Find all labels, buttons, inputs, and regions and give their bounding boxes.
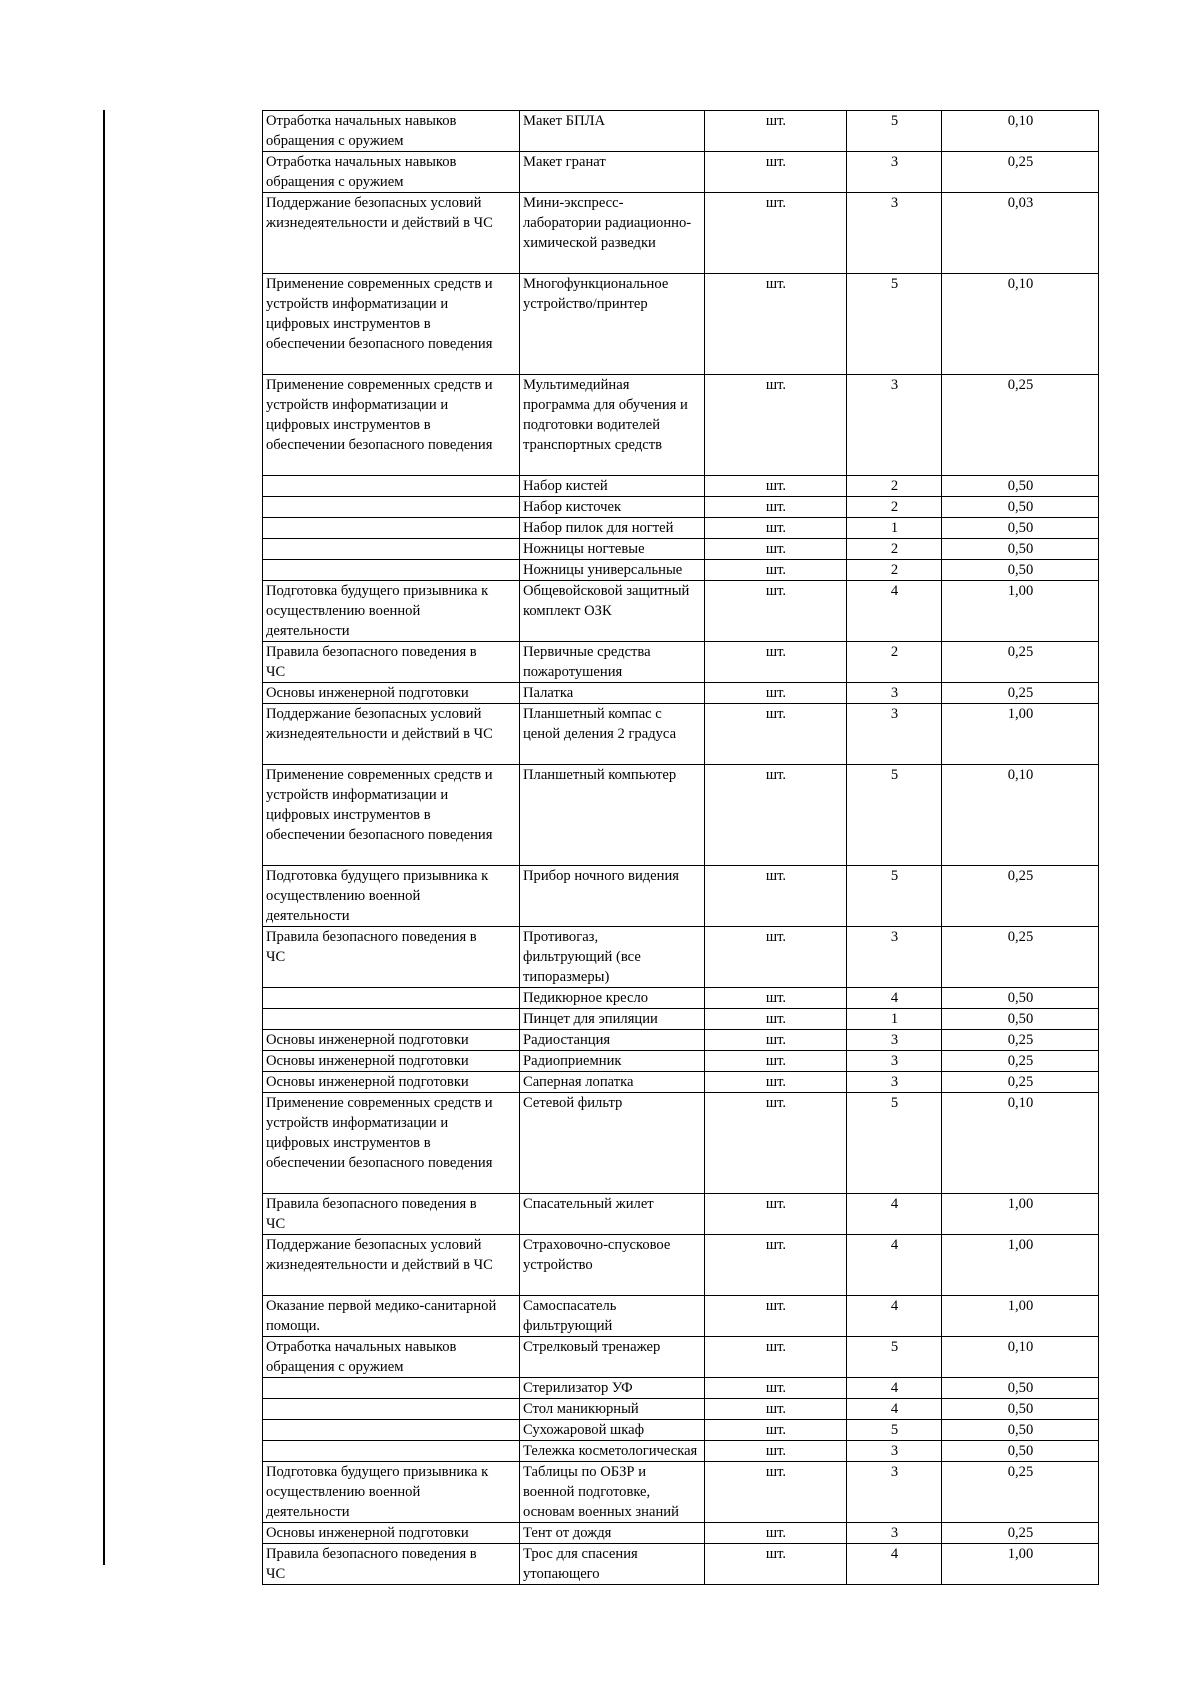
unit-cell: шт. (705, 1523, 847, 1544)
item-cell: Планшетный компас с ценой деления 2 градуса (520, 704, 705, 765)
qty-cell: 4 (847, 1399, 942, 1420)
table-row (263, 1194, 1099, 1235)
table-row (263, 1051, 1099, 1072)
value-cell: 0,25 (942, 1030, 1099, 1051)
topic-cell (263, 1420, 520, 1441)
topic-cell (263, 988, 520, 1009)
unit-cell: шт. (705, 927, 847, 988)
value-cell: 0,25 (942, 642, 1099, 683)
unit-cell: шт. (705, 111, 847, 152)
value-cell: 1,00 (942, 1235, 1099, 1296)
table-row (263, 193, 1099, 274)
item-cell: Мини-экспресс- лаборатории радиационно- химической разведки (520, 193, 705, 274)
unit-cell: шт. (705, 581, 847, 642)
table-row (263, 1009, 1099, 1030)
value-cell: 0,25 (942, 683, 1099, 704)
value-cell: 0,25 (942, 1462, 1099, 1523)
qty-cell: 2 (847, 642, 942, 683)
qty-cell: 3 (847, 1441, 942, 1462)
qty-cell: 4 (847, 1194, 942, 1235)
table-row (263, 683, 1099, 704)
topic-cell (263, 1378, 520, 1399)
table-row (263, 111, 1099, 152)
topic-cell: Применение современных средств и устройств информатизации и цифровых инструментов в обеспечении безопасного поведения (263, 375, 520, 476)
topic-cell (263, 518, 520, 539)
value-cell: 0,10 (942, 765, 1099, 866)
value-cell: 1,00 (942, 1194, 1099, 1235)
value-cell: 0,50 (942, 988, 1099, 1009)
item-cell: Пинцет для эпиляции (520, 1009, 705, 1030)
qty-cell: 5 (847, 1420, 942, 1441)
topic-cell: Поддержание безопасных условий жизнедеятельности и действий в ЧС (263, 1235, 520, 1296)
value-cell: 0,25 (942, 1072, 1099, 1093)
qty-cell: 3 (847, 375, 942, 476)
topic-cell (263, 1399, 520, 1420)
item-cell: Тележка косметологическая (520, 1441, 705, 1462)
table-row (263, 1093, 1099, 1194)
unit-cell: шт. (705, 866, 847, 927)
unit-cell: шт. (705, 152, 847, 193)
qty-cell: 2 (847, 560, 942, 581)
unit-cell: шт. (705, 1030, 847, 1051)
unit-cell: шт. (705, 193, 847, 274)
topic-cell: Подготовка будущего призывника к осуществлению военной деятельности (263, 581, 520, 642)
topic-cell: Правила безопасного поведения в ЧС (263, 642, 520, 683)
value-cell: 1,00 (942, 581, 1099, 642)
value-cell: 0,25 (942, 1051, 1099, 1072)
topic-cell: Правила безопасного поведения в ЧС (263, 1544, 520, 1585)
qty-cell: 3 (847, 1030, 942, 1051)
item-cell: Страховочно-спусковое устройство (520, 1235, 705, 1296)
topic-cell (263, 497, 520, 518)
item-cell: Ножницы универсальные (520, 560, 705, 581)
qty-cell: 5 (847, 111, 942, 152)
unit-cell: шт. (705, 1337, 847, 1378)
value-cell: 0,50 (942, 539, 1099, 560)
unit-cell: шт. (705, 560, 847, 581)
item-cell: Набор кистей (520, 476, 705, 497)
table-row (263, 152, 1099, 193)
unit-cell: шт. (705, 518, 847, 539)
table-row (263, 375, 1099, 476)
topic-cell: Основы инженерной подготовки (263, 1051, 520, 1072)
value-cell: 0,50 (942, 1378, 1099, 1399)
qty-cell: 2 (847, 539, 942, 560)
item-cell: Саперная лопатка (520, 1072, 705, 1093)
value-cell: 0,25 (942, 927, 1099, 988)
table-row (263, 866, 1099, 927)
table-row (263, 1399, 1099, 1420)
unit-cell: шт. (705, 1544, 847, 1585)
table-row (263, 1378, 1099, 1399)
value-cell: 0,50 (942, 518, 1099, 539)
item-cell: Стерилизатор УФ (520, 1378, 705, 1399)
value-cell: 0,25 (942, 866, 1099, 927)
value-cell: 0,10 (942, 1093, 1099, 1194)
item-cell: Самоспасатель фильтрующий (520, 1296, 705, 1337)
table-row (263, 1420, 1099, 1441)
value-cell: 1,00 (942, 1296, 1099, 1337)
value-cell: 0,50 (942, 1441, 1099, 1462)
item-cell: Сухожаровой шкаф (520, 1420, 705, 1441)
unit-cell: шт. (705, 1194, 847, 1235)
item-cell: Ножницы ногтевые (520, 539, 705, 560)
unit-cell: шт. (705, 539, 847, 560)
topic-cell: Подготовка будущего призывника к осуществлению военной деятельности (263, 866, 520, 927)
equipment-table (262, 110, 1099, 1585)
item-cell: Планшетный компьютер (520, 765, 705, 866)
qty-cell: 4 (847, 1235, 942, 1296)
table-row (263, 988, 1099, 1009)
value-cell: 0,50 (942, 476, 1099, 497)
table-row (263, 581, 1099, 642)
value-cell: 1,00 (942, 704, 1099, 765)
table-row (263, 704, 1099, 765)
table-row (263, 765, 1099, 866)
qty-cell: 5 (847, 866, 942, 927)
unit-cell: шт. (705, 1296, 847, 1337)
value-cell: 0,10 (942, 111, 1099, 152)
table-row (263, 1296, 1099, 1337)
left-margin-line (103, 110, 105, 1565)
topic-cell: Поддержание безопасных условий жизнедеятельности и действий в ЧС (263, 193, 520, 274)
table-row (263, 539, 1099, 560)
unit-cell: шт. (705, 1441, 847, 1462)
qty-cell: 3 (847, 152, 942, 193)
topic-cell: Оказание первой медико-санитарной помощи. (263, 1296, 520, 1337)
topic-cell: Применение современных средств и устройств информатизации и цифровых инструментов в обеспечении безопасного поведения (263, 1093, 520, 1194)
value-cell: 0,10 (942, 274, 1099, 375)
topic-cell (263, 560, 520, 581)
table-row (263, 274, 1099, 375)
topic-cell (263, 476, 520, 497)
qty-cell: 5 (847, 1337, 942, 1378)
topic-cell: Основы инженерной подготовки (263, 683, 520, 704)
topic-cell: Отработка начальных навыков обращения с оружием (263, 1337, 520, 1378)
table-row (263, 1441, 1099, 1462)
unit-cell: шт. (705, 988, 847, 1009)
item-cell: Радиостанция (520, 1030, 705, 1051)
table-row (263, 1072, 1099, 1093)
unit-cell: шт. (705, 1378, 847, 1399)
qty-cell: 4 (847, 581, 942, 642)
unit-cell: шт. (705, 1235, 847, 1296)
value-cell: 0,25 (942, 152, 1099, 193)
unit-cell: шт. (705, 1051, 847, 1072)
unit-cell: шт. (705, 497, 847, 518)
table-row (263, 560, 1099, 581)
item-cell: Макет БПЛА (520, 111, 705, 152)
unit-cell: шт. (705, 476, 847, 497)
unit-cell: шт. (705, 704, 847, 765)
item-cell: Мультимедийная программа для обучения и подготовки водителей транспортных средств (520, 375, 705, 476)
topic-cell: Основы инженерной подготовки (263, 1523, 520, 1544)
unit-cell: шт. (705, 274, 847, 375)
unit-cell: шт. (705, 1420, 847, 1441)
qty-cell: 5 (847, 1093, 942, 1194)
item-cell: Трос для спасения утопающего (520, 1544, 705, 1585)
topic-cell: Отработка начальных навыков обращения с оружием (263, 152, 520, 193)
unit-cell: шт. (705, 642, 847, 683)
table-row (263, 497, 1099, 518)
topic-cell: Правила безопасного поведения в ЧС (263, 927, 520, 988)
unit-cell: шт. (705, 375, 847, 476)
item-cell: Набор пилок для ногтей (520, 518, 705, 539)
unit-cell: шт. (705, 1093, 847, 1194)
value-cell: 0,50 (942, 1420, 1099, 1441)
unit-cell: шт. (705, 683, 847, 704)
value-cell: 0,50 (942, 1399, 1099, 1420)
item-cell: Набор кисточек (520, 497, 705, 518)
table-row (263, 927, 1099, 988)
table-row (263, 476, 1099, 497)
qty-cell: 3 (847, 927, 942, 988)
item-cell: Спасательный жилет (520, 1194, 705, 1235)
table-row (263, 1235, 1099, 1296)
qty-cell: 3 (847, 1462, 942, 1523)
table-row (263, 518, 1099, 539)
value-cell: 0,03 (942, 193, 1099, 274)
table-row (263, 642, 1099, 683)
item-cell: Радиоприемник (520, 1051, 705, 1072)
value-cell: 0,50 (942, 1009, 1099, 1030)
item-cell: Стрелковый тренажер (520, 1337, 705, 1378)
value-cell: 0,50 (942, 560, 1099, 581)
topic-cell: Подготовка будущего призывника к осуществлению военной деятельности (263, 1462, 520, 1523)
topic-cell: Основы инженерной подготовки (263, 1072, 520, 1093)
item-cell: Прибор ночного видения (520, 866, 705, 927)
qty-cell: 3 (847, 683, 942, 704)
topic-cell: Правила безопасного поведения в ЧС (263, 1194, 520, 1235)
qty-cell: 3 (847, 1523, 942, 1544)
item-cell: Противогаз, фильтрующий (все типоразмеры) (520, 927, 705, 988)
value-cell: 0,25 (942, 1523, 1099, 1544)
unit-cell: шт. (705, 1009, 847, 1030)
qty-cell: 3 (847, 1051, 942, 1072)
item-cell: Стол маникюрный (520, 1399, 705, 1420)
unit-cell: шт. (705, 765, 847, 866)
item-cell: Многофункциональное устройство/принтер (520, 274, 705, 375)
table-row (263, 1523, 1099, 1544)
topic-cell: Применение современных средств и устройств информатизации и цифровых инструментов в обеспечении безопасного поведения (263, 765, 520, 866)
qty-cell: 3 (847, 1072, 942, 1093)
qty-cell: 2 (847, 476, 942, 497)
topic-cell: Поддержание безопасных условий жизнедеятельности и действий в ЧС (263, 704, 520, 765)
item-cell: Палатка (520, 683, 705, 704)
unit-cell: шт. (705, 1072, 847, 1093)
topic-cell (263, 1009, 520, 1030)
qty-cell: 4 (847, 1296, 942, 1337)
table-row (263, 1462, 1099, 1523)
qty-cell: 3 (847, 193, 942, 274)
item-cell: Первичные средства пожаротушения (520, 642, 705, 683)
qty-cell: 4 (847, 1544, 942, 1585)
table-row (263, 1030, 1099, 1051)
unit-cell: шт. (705, 1462, 847, 1523)
item-cell: Сетевой фильтр (520, 1093, 705, 1194)
value-cell: 0,10 (942, 1337, 1099, 1378)
item-cell: Макет гранат (520, 152, 705, 193)
topic-cell (263, 539, 520, 560)
value-cell: 0,25 (942, 375, 1099, 476)
qty-cell: 4 (847, 1378, 942, 1399)
qty-cell: 5 (847, 765, 942, 866)
qty-cell: 4 (847, 988, 942, 1009)
qty-cell: 3 (847, 704, 942, 765)
unit-cell: шт. (705, 1399, 847, 1420)
topic-cell (263, 1441, 520, 1462)
item-cell: Педикюрное кресло (520, 988, 705, 1009)
qty-cell: 1 (847, 1009, 942, 1030)
table-row (263, 1337, 1099, 1378)
value-cell: 1,00 (942, 1544, 1099, 1585)
qty-cell: 1 (847, 518, 942, 539)
item-cell: Общевойсковой защитный комплект ОЗК (520, 581, 705, 642)
qty-cell: 2 (847, 497, 942, 518)
table-row (263, 1544, 1099, 1585)
value-cell: 0,50 (942, 497, 1099, 518)
qty-cell: 5 (847, 274, 942, 375)
item-cell: Тент от дождя (520, 1523, 705, 1544)
topic-cell: Отработка начальных навыков обращения с оружием (263, 111, 520, 152)
item-cell: Таблицы по ОБЗР и военной подготовке, основам военных знаний (520, 1462, 705, 1523)
topic-cell: Применение современных средств и устройств информатизации и цифровых инструментов в обеспечении безопасного поведения (263, 274, 520, 375)
topic-cell: Основы инженерной подготовки (263, 1030, 520, 1051)
